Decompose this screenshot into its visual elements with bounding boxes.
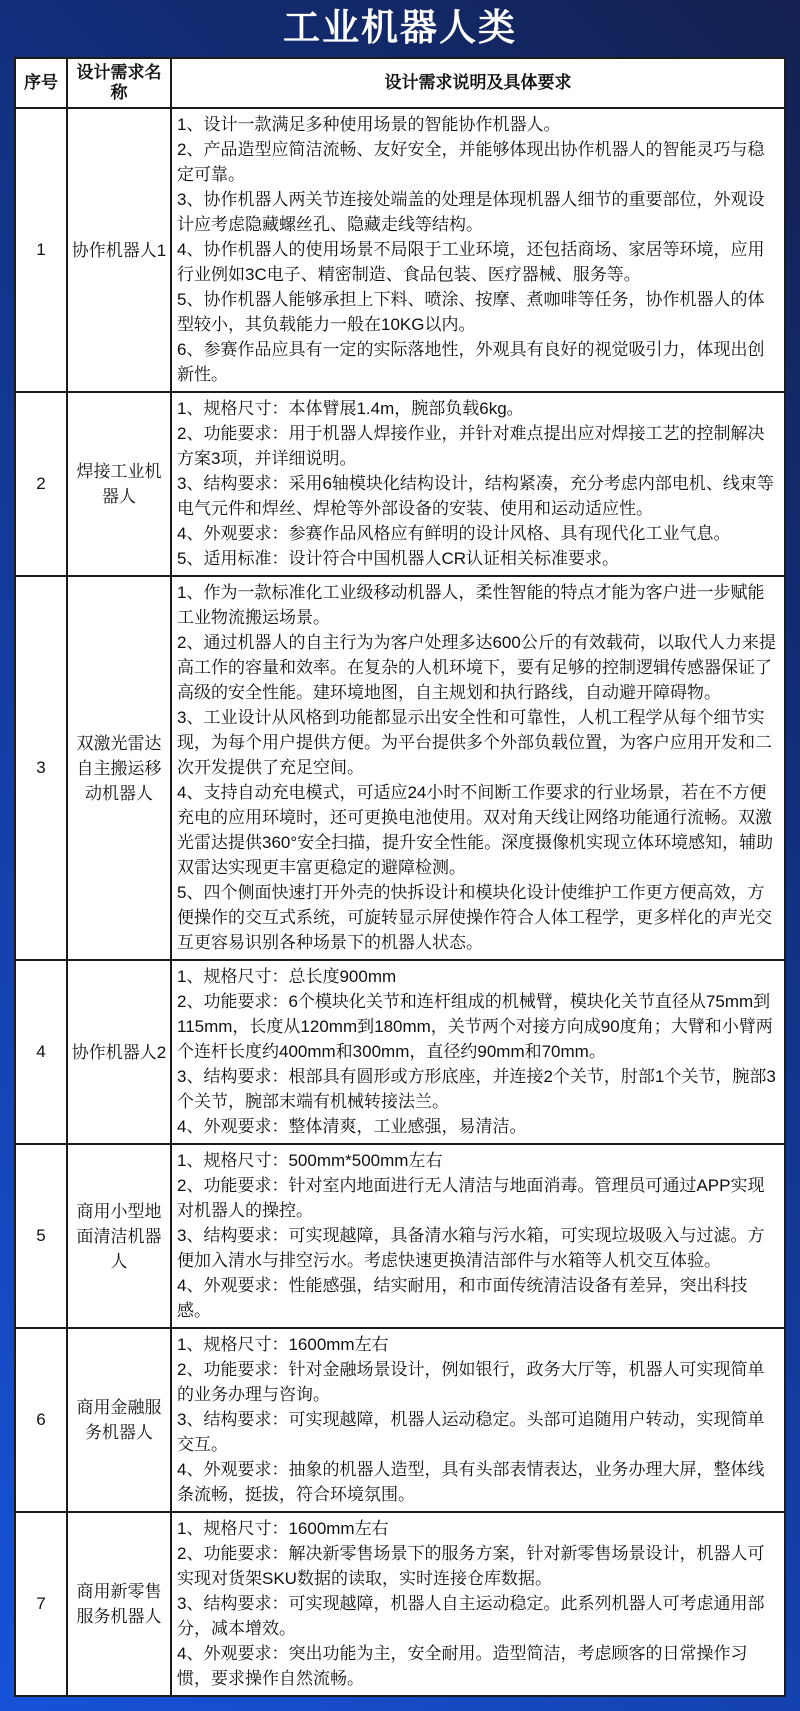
requirement-item: 5、协作机器人能够承担上下料、喷涂、按摩、煮咖啡等任务，协作机器人的体型较小，其负载能力一般在10KG以内。 (177, 290, 765, 334)
requirement-item: 2、产品造型应简洁流畅、友好安全，并能够体现出协作机器人的智能灵巧与稳定可靠。 (177, 140, 765, 184)
requirement-item: 1、规格尺寸：本体臂展1.4m，腕部负载6kg。 (177, 399, 524, 418)
requirement-item: 1、设计一款满足多种使用场景的智能协作机器人。 (177, 115, 561, 134)
requirement-item: 3、协作机器人两关节连接处端盖的处理是体现机器人细节的重要部位，外观设计应考虑隐藏螺丝孔、隐藏走线等结构。 (177, 190, 765, 234)
table-row (15, 1512, 785, 1696)
requirement-item: 1、规格尺寸：1600mm左右 (177, 1519, 389, 1538)
table-row (15, 392, 785, 576)
page-title: 工业机器人类 (283, 7, 517, 48)
requirement-item: 1、作为一款标准化工业级移动机器人，柔性智能的特点才能为客户进一步赋能工业物流搬运场景。 (177, 583, 765, 627)
table-row (15, 1144, 785, 1328)
requirement-item: 4、外观要求：抽象的机器人造型，具有头部表情表达，业务办理大屏，整体线条流畅，挺拔，符合环境氛围。 (177, 1460, 765, 1504)
requirement-item: 2、功能要求：解决新零售场景下的服务方案，针对新零售场景设计，机器人可实现对货架SKU数据的读取，实时连接仓库数据。 (177, 1544, 765, 1588)
row-name-cell: 商用小型地面清洁机器人 (67, 1144, 171, 1328)
table-row (15, 960, 785, 1144)
requirement-item: 4、协作机器人的使用场景不局限于工业环境，还包括商场、家居等环境，应用行业例如3C电子、精密制造、食品包装、医疗器械、服务等。 (177, 240, 765, 284)
row-number-cell: 3 (15, 576, 67, 960)
row-name-cell: 协作机器人1 (67, 108, 171, 392)
table-header-row (15, 58, 785, 108)
table-row (15, 1328, 785, 1512)
row-name-cell: 商用金融服务机器人 (67, 1328, 171, 1512)
row-number-cell: 7 (15, 1512, 67, 1696)
requirement-item: 4、外观要求：突出功能为主，安全耐用。造型简洁，考虑顾客的日常操作习惯，要求操作自然流畅。 (177, 1644, 748, 1688)
row-number-cell: 6 (15, 1328, 67, 1512)
requirement-item: 3、结构要求：采用6轴模块化结构设计，结构紧凑，充分考虑内部电机、线束等电气元件和焊丝、焊枪等外部设备的安装、使用和运动适应性。 (177, 474, 774, 518)
requirement-item: 2、功能要求：针对金融场景设计，例如银行，政务大厅等，机器人可实现简单的业务办理与咨询。 (177, 1360, 765, 1404)
row-number-cell: 4 (15, 960, 67, 1144)
requirement-item: 1、规格尺寸：500mm*500mm左右 (177, 1151, 443, 1170)
requirement-item: 3、结构要求：可实现越障，机器人自主运动稳定。此系列机器人可考虑通用部分，减本增效。 (177, 1594, 765, 1638)
requirement-item: 2、功能要求：针对室内地面进行无人清洁与地面消毒。管理员可通过APP实现对机器人的操控。 (177, 1176, 765, 1220)
table-body (15, 108, 785, 1696)
requirement-item: 3、工业设计从风格到功能都显示出安全性和可靠性，人机工程学从每个细节实现，为每个用户提供方便。为平台提供多个外部负载位置，为客户应用开发和二次开发提供了充足空间。 (177, 708, 772, 777)
requirements-table (14, 57, 786, 1697)
row-requirements-cell (171, 1144, 785, 1328)
requirement-item: 1、规格尺寸：1600mm左右 (177, 1335, 389, 1354)
requirement-item: 4、支持自动充电模式，可适应24小时不间断工作要求的行业场景，若在不方便充电的应用环境时，还可更换电池使用。双对角天线让网络功能通行流畅。双激光雷达提供360°安全扫描，提升安全性能。深度摄像机实现立体环境感知，辅助双雷达实现更丰富更稳定的避障检测。 (177, 783, 774, 877)
requirement-item: 6、参赛作品应具有一定的实际落地性，外观具有良好的视觉吸引力，体现出创新性。 (177, 340, 765, 384)
row-name-cell: 商用新零售服务机器人 (67, 1512, 171, 1696)
requirement-item: 2、功能要求：用于机器人焊接作业，并针对难点提出应对焊接工艺的控制解决方案3项，并详细说明。 (177, 424, 765, 468)
table-row (15, 576, 785, 960)
requirement-item: 3、结构要求：可实现越障，机器人运动稳定。头部可追随用户转动，实现简单交互。 (177, 1410, 765, 1454)
row-requirements-cell (171, 1328, 785, 1512)
requirement-item: 5、适用标准：设计符合中国机器人CR认证相关标准要求。 (177, 549, 620, 568)
row-requirements-cell (171, 108, 785, 392)
row-requirements-cell (171, 392, 785, 576)
row-requirements-cell (171, 576, 785, 960)
row-number-cell: 5 (15, 1144, 67, 1328)
requirement-item: 3、结构要求：根部具有圆形或方形底座，并连接2个关节，肘部1个关节，腕部3个关节，腕部末端有机械转接法兰。 (177, 1067, 776, 1111)
row-number-cell: 1 (15, 108, 67, 392)
requirement-item: 5、四个侧面快速打开外壳的快拆设计和模块化设计使维护工作更方便高效，方便操作的交互式系统，可旋转显示屏使操作符合人体工程学，更多样化的声光交互更容易识别各种场景下的机器人状态。 (177, 883, 772, 952)
header-cell-no: 序号 (15, 58, 67, 108)
row-name-cell: 协作机器人2 (67, 960, 171, 1144)
requirement-item: 4、外观要求：参赛作品风格应有鲜明的设计风格、具有现代化工业气息。 (177, 524, 731, 543)
row-name-cell: 双激光雷达自主搬运移动机器人 (67, 576, 171, 960)
requirement-item: 4、外观要求：性能感强，结实耐用，和市面传统清洁设备有差异，突出科技感。 (177, 1276, 748, 1320)
requirement-item: 1、规格尺寸：总长度900mm (177, 967, 397, 986)
row-name-cell: 焊接工业机器人 (67, 392, 171, 576)
requirement-item: 4、外观要求：整体清爽，工业感强，易清洁。 (177, 1117, 527, 1136)
requirement-item: 2、通过机器人的自主行为为客户处理多达600公斤的有效载荷，以取代人力来提高工作的容量和效率。在复杂的人机环境下，要有足够的控制逻辑传感器保证了高级的安全性能。建环境地图，自主规划和执行路线，自动避开障碍物。 (177, 633, 776, 702)
row-requirements-cell (171, 1512, 785, 1696)
requirement-item: 2、功能要求：6个模块化关节和连杆组成的机械臂，模块化关节直径从75mm到115mm，长度从120mm到180mm，关节两个对接方向成90度角；大臂和小臂两个连杆长度约400mm和300mm，直径约90mm和70mm。 (177, 992, 773, 1061)
row-number-cell: 2 (15, 392, 67, 576)
requirement-item: 3、结构要求：可实现越障，具备清水箱与污水箱，可实现垃圾吸入与过滤。方便加入清水与排空污水。考虑快速更换清洁部件与水箱等人机交互体验。 (177, 1226, 765, 1270)
table-row (15, 108, 785, 392)
row-requirements-cell (171, 960, 785, 1144)
header-cell-name: 设计需求名称 (67, 58, 171, 108)
header-cell-desc: 设计需求说明及具体要求 (171, 58, 785, 108)
